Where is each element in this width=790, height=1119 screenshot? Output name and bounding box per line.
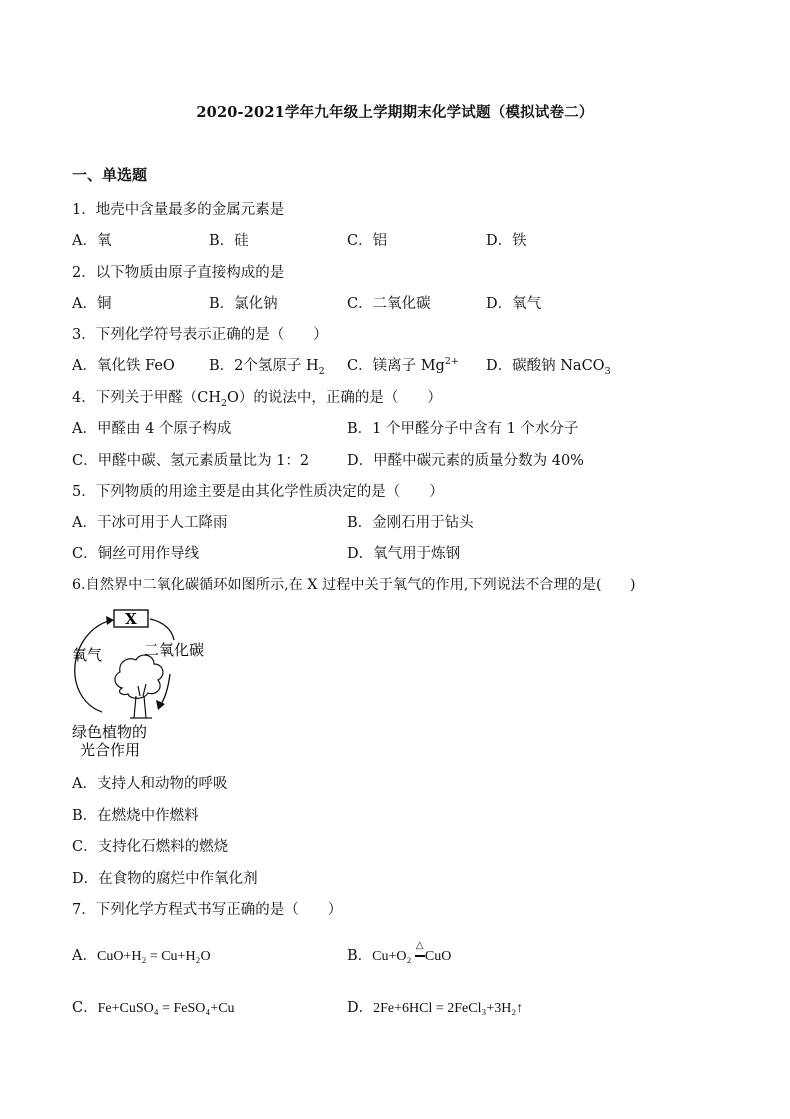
q4-option-d: D．甲醛中碳元素的质量分数为 40% — [347, 453, 584, 469]
q4-option-b: B．1 个甲醛分子中含有 1 个水分子 — [347, 421, 579, 437]
q4-option-a: A．甲醛由 4 个原子构成 — [72, 421, 232, 437]
figure-caption-line1: 绿色植物的 — [72, 723, 148, 741]
section-heading: 一、单选题 — [72, 166, 148, 184]
q4-option-c: C．甲醛中碳、氢元素质量比为 1：2 — [72, 453, 310, 469]
co2-arrow-top — [150, 619, 174, 640]
q1-option-a: A．氧 — [72, 233, 112, 249]
q3-option-d: D．碳酸钠 NaCO$_3$ — [486, 358, 611, 377]
oxygen-arrowhead — [106, 616, 114, 625]
q7-option-a: A．CuO+H₂ = Cu+H₂O — [72, 948, 211, 964]
q6-option-c: C．支持化石燃料的燃烧 — [72, 839, 229, 855]
co2-label: 二氧化碳 — [144, 641, 205, 659]
co2-arrow-bottom — [160, 674, 170, 706]
tree-icon — [115, 655, 163, 718]
q7-option-d: D．2Fe+6HCl = 2FeCl₃+3H₂↑ — [347, 1000, 524, 1016]
question-5-stem: 5．下列物质的用途主要是由其化学性质决定的是（ ） — [72, 484, 444, 500]
q2-option-c: C．二氧化碳 — [347, 296, 431, 312]
question-3-stem: 3．下列化学符号表示正确的是（ ） — [72, 327, 328, 343]
question-4-stem: 4．下列关于甲醛$(CH_2O)$的说法中，正确的是（ ） — [72, 390, 442, 409]
q2-option-a: A．铜 — [72, 296, 112, 312]
page-title: 2020-2021学年九年级上学期期末化学试题（模拟试卷二） — [196, 104, 594, 121]
x-box-label: X — [125, 610, 137, 628]
q1-option-b: B．硅 — [209, 233, 249, 249]
q3-option-a: A．氧化铁 FeO — [72, 358, 175, 374]
q1-option-d: D．铁 — [486, 233, 527, 249]
q6-option-a: A．支持人和动物的呼吸 — [72, 776, 228, 792]
q5-option-d: D．氧气用于炼钢 — [347, 546, 461, 562]
oxygen-label: 氧气 — [72, 646, 103, 664]
q6-option-b: B．在燃烧中作燃料 — [72, 808, 199, 824]
co2-arrowhead — [156, 700, 165, 710]
q1-option-c: C．铝 — [347, 233, 388, 249]
carbon-cycle-diagram — [64, 600, 224, 760]
oxygen-arrow — [75, 620, 112, 712]
question-6-stem: 6.自然界中二氧化碳循环如图所示,在 X 过程中关于氧气的作用,下列说法不合理的是( ) — [72, 577, 636, 593]
q6-option-d: D．在食物的腐烂中作氧化剂 — [72, 871, 258, 887]
figure-caption-line2: 光合作用 — [80, 741, 141, 759]
q7-option-c: C．Fe+CuSO₄ = FeSO₄+Cu — [72, 1000, 235, 1016]
q3-option-c: C．镁离子 $Mg^{2+}$ — [347, 356, 459, 374]
question-1-stem: 1．地壳中含量最多的金属元素是 — [72, 202, 285, 218]
q2-option-d: D．氧气 — [486, 296, 542, 312]
q5-option-b: B．金刚石用于钻头 — [347, 515, 474, 531]
q3-option-b: B．2个氢原子 $H_2$ — [209, 358, 325, 377]
q5-option-c: C．铜丝可用作导线 — [72, 546, 200, 562]
question-2-stem: 2．以下物质由原子直接构成的是 — [72, 265, 285, 281]
q5-option-a: A．干冰可用于人工降雨 — [72, 515, 228, 531]
q7-option-b: B．Cu+O₂ △ CuO — [347, 940, 452, 964]
question-7-stem: 7．下列化学方程式书写正确的是（ ） — [72, 902, 343, 918]
q2-option-b: B．氯化钠 — [209, 296, 278, 312]
